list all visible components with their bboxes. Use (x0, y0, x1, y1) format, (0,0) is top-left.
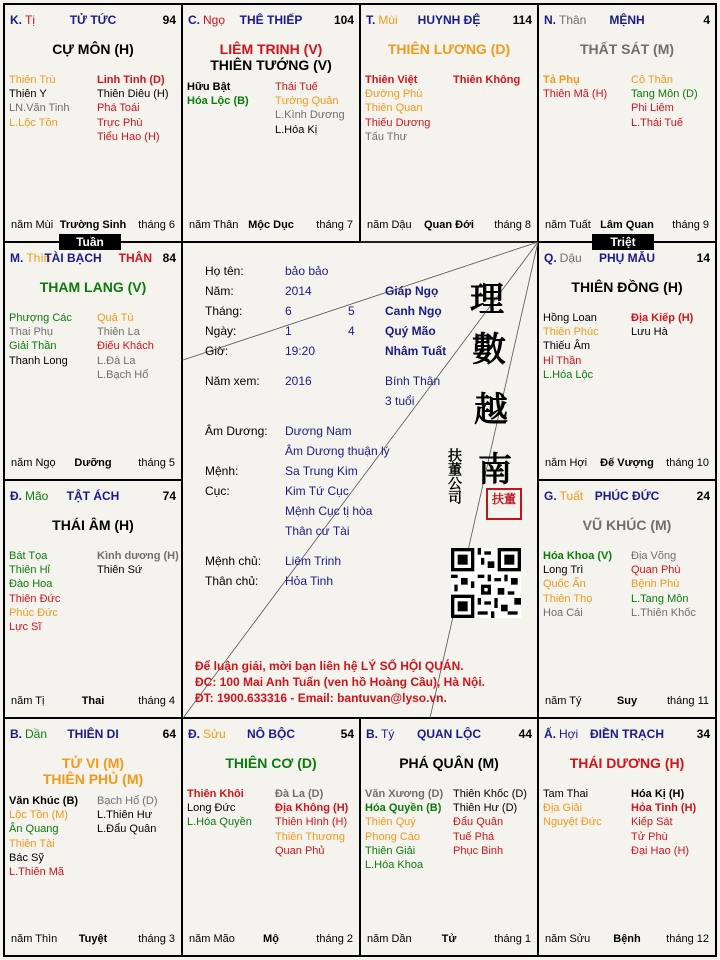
menh-chu-value: Liêm Trinh (285, 554, 342, 568)
life-stage: Lâm Quan (600, 219, 654, 231)
minor-star: Thiên Đức (9, 592, 61, 605)
minor-star: Đà La (D) (275, 788, 324, 800)
life-stage: Bệnh (613, 933, 641, 945)
minor-star: Thiên Tài (9, 837, 55, 850)
main-star: THIÊN ĐỒNG (H) (571, 279, 683, 295)
minor-star: Lực Sĩ (9, 621, 42, 634)
minor-star: L.Hóa Lộc (543, 368, 594, 381)
decade-year: năm Mùi (11, 219, 54, 231)
minor-star: Thiên Không (453, 74, 521, 86)
minor-star: Đẩu Quân (453, 816, 504, 829)
minor-star: Lộc Tồn (M) (9, 809, 69, 822)
minor-star: Giải Thần (9, 340, 57, 353)
palace-name: TỬ TỨC (69, 13, 117, 27)
month-label: tháng 3 (138, 933, 175, 945)
minor-star: L.Hóa Khoa (365, 859, 424, 872)
ngay-can-chi: Quý Mão (385, 324, 436, 338)
branch-name: Tị (25, 13, 35, 27)
thang-value: 6 (285, 304, 292, 318)
decade-year: năm Thân (189, 219, 239, 231)
minor-star: Văn Xương (D) (365, 788, 444, 800)
minor-star: Văn Khúc (B) (9, 795, 79, 807)
minor-star: Thiên Quý (365, 816, 416, 829)
month-label: tháng 6 (138, 219, 175, 231)
minor-star: Hỏa Tinh (H) (631, 802, 697, 815)
minor-star: Thiên Hình (H) (275, 816, 348, 829)
heavenly-stem: M. (10, 251, 24, 265)
branch-name: Mùi (378, 13, 398, 27)
palace-number: 4 (703, 13, 710, 27)
tuan-badge: Tuần (59, 234, 121, 250)
minor-star: Phi Liêm (631, 102, 674, 115)
life-stage: Tuyệt (78, 933, 108, 945)
branch-name: Mão (25, 489, 49, 503)
minor-star: Kiếp Sát (631, 816, 673, 829)
palace-number: 94 (162, 13, 176, 27)
minor-star: Ân Quang (9, 823, 59, 836)
decade-year: năm Thìn (11, 933, 58, 945)
decade-year: năm Mão (189, 933, 235, 945)
minor-star: Thiên Khôi (187, 788, 244, 800)
menh-chu-label: Mệnh chủ: (205, 554, 262, 568)
minor-star: Thiên Phúc (543, 326, 599, 339)
minor-star: Tuế Phá (453, 830, 495, 843)
palace-name: THIÊN DI (67, 727, 119, 741)
minor-star: Đại Hao (H) (631, 844, 690, 857)
life-stage: Suy (616, 695, 638, 707)
branch-name: Ngọ (203, 13, 226, 27)
minor-star: Địa Kiếp (H) (631, 312, 694, 324)
main-star: THIÊN LƯƠNG (D) (387, 41, 511, 57)
month-label: tháng 10 (666, 457, 709, 469)
nam-xem-label: Năm xem: (205, 374, 260, 388)
thang-can-chi: Canh Ngọ (385, 304, 442, 318)
minor-star: Thiên Diêu (H) (97, 88, 169, 101)
month-label: tháng 5 (138, 457, 175, 469)
month-label: tháng 9 (672, 219, 709, 231)
minor-star: L.Tang Môn (631, 592, 689, 605)
heavenly-stem: Đ. (10, 489, 22, 503)
palace-number: 44 (518, 727, 532, 741)
minor-star: Đào Hoa (9, 578, 53, 591)
decade-year: năm Dậu (367, 219, 412, 231)
am-duong-value: Dương Nam (285, 424, 352, 438)
gio-label: Giờ: (205, 344, 229, 358)
palace-name: ĐIỀN TRẠCH (590, 727, 664, 741)
minor-star: Địa Võng (631, 550, 677, 562)
red-seal-stamp: 扶董 (486, 488, 522, 520)
minor-star: Thiên Hỉ (9, 564, 50, 577)
cuc-value: Kim Tứ Cục (285, 484, 349, 498)
cuc-value-2: Mệnh Cục tị hòa (285, 504, 373, 518)
calligraphy-char-1: 理 (470, 280, 504, 320)
than-marker: THÂN (118, 251, 152, 265)
minor-star: Bát Tọa (9, 550, 48, 562)
life-stage: Thai (81, 695, 105, 707)
month-label: tháng 8 (494, 219, 531, 231)
minor-star: Phượng Các (9, 312, 72, 324)
palace-number: 74 (162, 489, 176, 503)
contact-phone-email: ĐT: 1900.633316 - Email: bantuvan@lyso.vn. (195, 691, 447, 705)
life-stage: Mộc Dục (248, 219, 294, 231)
minor-star: L.Thiên Mã (9, 866, 65, 879)
palace-name: TẬT ÁCH (66, 489, 120, 503)
branch-name: Thìn (26, 251, 51, 265)
heavenly-stem: Đ. (188, 727, 200, 741)
minor-star: Thiên Mã (H) (543, 88, 608, 101)
branch-name: Tuất (559, 489, 584, 503)
minor-star: Nguyệt Đức (543, 816, 602, 829)
decade-year: năm Ngọ (11, 457, 56, 469)
month-label: tháng 7 (316, 219, 353, 231)
minor-star: Hữu Bật (187, 81, 231, 93)
nam-can-chi: Giáp Ngọ (385, 284, 439, 298)
minor-star: Lưu Hà (631, 326, 668, 339)
minor-star: Kình dương (H) (97, 550, 179, 562)
minor-star: Hóa Khoa (V) (543, 550, 613, 562)
month-label: tháng 1 (494, 933, 531, 945)
heavenly-stem: B. (10, 727, 22, 741)
ngay-label: Ngày: (205, 324, 237, 338)
cuc-label: Cục: (205, 484, 230, 498)
minor-star: Đường Phù (365, 88, 423, 101)
calligraphy-small: 扶董公司 (446, 448, 462, 504)
main-star: LIÊM TRINH (V) (219, 41, 323, 57)
minor-star: Quả Tú (97, 312, 134, 324)
heavenly-stem: Ấ. (544, 727, 556, 741)
minor-star: Thanh Long (9, 354, 68, 367)
decade-year: năm Tuất (545, 219, 591, 231)
minor-star: Thiên Y (9, 88, 47, 101)
decade-year: năm Tý (545, 695, 582, 707)
life-stage: Quan Đới (424, 219, 474, 231)
minor-star: Quan Phù (631, 564, 681, 577)
minor-star: Thái Tuế (275, 81, 318, 93)
minor-star: Bệnh Phù (631, 578, 680, 591)
life-stage: Trường Sinh (59, 219, 127, 231)
minor-star: L.Bạch Hổ (97, 368, 149, 381)
month-label: tháng 2 (316, 933, 353, 945)
main-star: THIÊN TƯỚNG (V) (210, 57, 332, 73)
main-star: THÁI DƯƠNG (H) (569, 755, 685, 771)
branch-name: Sửu (203, 727, 226, 741)
palace-number: 104 (333, 13, 354, 27)
main-star: THẤT SÁT (M) (579, 41, 675, 57)
minor-star: Quan Phủ (275, 844, 325, 857)
branch-name: Dần (25, 727, 48, 741)
palace-name: PHÚC ĐỨC (594, 489, 660, 503)
main-star: PHÁ QUÂN (M) (399, 755, 499, 771)
palace-name: THÊ THIẾP (239, 13, 303, 27)
minor-star: L.Kình Dương (275, 109, 345, 122)
minor-star: L.Thiên Khốc (631, 606, 696, 619)
palace-name: QUAN LỘC (417, 727, 481, 741)
minor-star: Hóa Lộc (B) (187, 95, 249, 108)
minor-star: Hóa Quyền (B) (365, 802, 442, 815)
palace-number: 64 (162, 727, 176, 741)
ngay-value: 1 (285, 324, 292, 338)
main-star: THIÊN CƠ (D) (225, 755, 317, 771)
minor-star: Long Trì (543, 564, 584, 577)
decade-year: năm Sửu (545, 933, 591, 945)
gio-can-chi: Nhâm Tuất (385, 344, 447, 358)
qr-code-image (451, 548, 521, 618)
menh-label: Mệnh: (205, 464, 239, 478)
nam-xem-value: 2016 (285, 374, 312, 388)
main-star: THAM LANG (V) (39, 279, 147, 295)
main-star: CỰ MÔN (H) (52, 41, 134, 57)
heavenly-stem: N. (544, 13, 556, 27)
palace-name: HUYNH ĐỆ (417, 13, 481, 27)
ho-ten-label: Họ tên: (205, 264, 244, 278)
minor-star: L.Thái Tuế (631, 116, 683, 129)
minor-star: Địa Giải (543, 802, 583, 815)
palace-number: 114 (512, 13, 532, 27)
minor-star: Bác Sỹ (9, 851, 44, 864)
month-label: tháng 12 (666, 933, 709, 945)
heavenly-stem: G. (544, 489, 557, 503)
heavenly-stem: B. (366, 727, 378, 741)
menh-value: Sa Trung Kim (285, 464, 358, 478)
minor-star: Phục Binh (453, 844, 504, 857)
minor-star: Hồng Loan (543, 312, 597, 324)
minor-star: Phong Cáo (365, 830, 421, 843)
month-label: tháng 11 (666, 695, 709, 707)
minor-star: Phá Toái (97, 102, 140, 115)
minor-star: Thiên La (97, 326, 140, 339)
contact-line-1: Để luận giải, mời bạn liên hệ LÝ SỐ HỘI QUÁN. (195, 659, 464, 673)
minor-star: Trực Phù (97, 116, 143, 129)
contact-address: ĐC: 100 Mai Anh Tuấn (ven hồ Hoàng Cầu), Hà Nội. (195, 675, 486, 689)
minor-star: L.Lộc Tồn (9, 116, 58, 129)
life-stage: Tử (441, 933, 457, 945)
calligraphy-char-3: 越 (474, 390, 508, 430)
heavenly-stem: C. (188, 13, 200, 27)
minor-star: Thiên Quan (365, 102, 423, 115)
nam-xem-can-chi: Bính Thân (385, 374, 441, 388)
thang-label: Tháng: (205, 304, 243, 318)
minor-star: L.Thiên Hư (97, 809, 153, 822)
minor-star: Thiên Sứ (97, 564, 143, 577)
minor-star: L.Đà La (97, 354, 136, 367)
minor-star: Hóa Kị (H) (631, 788, 685, 800)
nam-label: Năm: (205, 284, 234, 298)
branch-name: Tý (381, 727, 395, 741)
minor-star: Tử Phù (631, 830, 668, 843)
minor-star: LN.Văn Tinh (9, 102, 70, 115)
minor-star: Hỉ Thần (543, 354, 582, 367)
minor-star: Long Đức (187, 802, 236, 815)
minor-star: Thiếu Dương (365, 116, 431, 129)
minor-star: Thiên Thương (275, 830, 346, 843)
heavenly-stem: K. (10, 13, 22, 27)
minor-star: Phúc Đức (9, 606, 58, 619)
minor-star: L.Đẩu Quân (97, 823, 157, 836)
minor-star: Thiên Hư (D) (453, 802, 518, 815)
minor-star: Quốc Ấn (543, 578, 586, 591)
palace-number: 24 (696, 489, 710, 503)
branch-name: Hợi (559, 727, 579, 741)
minor-star: Điếu Khách (97, 340, 154, 353)
palace-number: 14 (696, 251, 710, 265)
minor-star: Thiếu Âm (543, 340, 591, 353)
minor-star: Thiên Thọ (543, 592, 593, 605)
tuoi-value: 3 tuổi (385, 394, 415, 408)
than-chu-label: Thân chủ: (205, 574, 259, 588)
main-star: VŨ KHÚC (M) (582, 517, 672, 533)
triet-badge: Triệt (592, 234, 654, 250)
minor-star: Thiên Khốc (D) (453, 788, 527, 800)
palace-name: TÀI BẠCH (44, 251, 102, 265)
month-label: tháng 4 (138, 695, 175, 707)
heavenly-stem: Q. (544, 251, 557, 265)
decade-year: năm Dần (367, 933, 412, 945)
minor-star: Linh Tinh (D) (97, 74, 165, 86)
main-star: THÁI ÂM (H) (52, 517, 134, 533)
minor-star: Thai Phụ (9, 326, 54, 339)
minor-star: Tướng Quân (275, 95, 339, 108)
branch-name: Thân (559, 13, 587, 27)
nam-value: 2014 (285, 284, 312, 298)
minor-star: Cô Thần (631, 74, 673, 86)
minor-star: Bạch Hổ (D) (97, 795, 158, 807)
minor-star: Tấu Thư (365, 130, 408, 143)
minor-star: Tang Môn (D) (631, 88, 698, 101)
calligraphy-char-2: 數 (472, 330, 506, 370)
ngay-am: 4 (348, 324, 355, 338)
am-duong-value-2: Âm Dương thuận lý (285, 444, 390, 458)
palace-number: 54 (340, 727, 354, 741)
palace-name: NÔ BỘC (247, 727, 295, 741)
minor-star: Tả Phụ (543, 74, 580, 86)
minor-star: Thiên Giải (365, 844, 416, 857)
calligraphy-char-4: 南 (478, 450, 512, 490)
life-stage: Đế Vượng (600, 457, 654, 469)
palace-name: PHỤ MẪU (599, 251, 655, 265)
minor-star: Tiểu Hao (H) (97, 130, 160, 143)
minor-star: Thiên Trù (9, 74, 56, 86)
am-duong-label: Âm Dương: (205, 424, 268, 438)
cuc-value-3: Thân cư Tài (285, 524, 350, 538)
life-stage: Mộ (263, 933, 279, 945)
ho-ten-value: bảo bảo (285, 264, 329, 278)
palace-number: 84 (162, 251, 176, 265)
gio-value: 19:20 (285, 344, 316, 358)
than-chu-value: Hỏa Tinh (285, 574, 334, 588)
decade-year: năm Tị (11, 695, 45, 707)
main-star: THIÊN PHỦ (M) (42, 771, 144, 787)
minor-star: Địa Không (H) (275, 802, 349, 815)
life-stage: Dưỡng (74, 457, 112, 469)
heavenly-stem: T. (366, 13, 376, 27)
palace-name: MỆNH (609, 13, 645, 27)
minor-star: Thiên Việt (365, 74, 418, 86)
branch-name: Dậu (559, 251, 582, 265)
minor-star: L.Hóa Kị (275, 123, 318, 136)
minor-star: Tam Thai (543, 788, 589, 800)
palace-number: 34 (696, 727, 710, 741)
thang-am: 5 (348, 304, 355, 318)
minor-star: L.Hóa Quyền (187, 816, 252, 829)
main-star: TỬ VI (M) (61, 755, 125, 771)
decade-year: năm Hợi (545, 457, 588, 469)
minor-star: Hoa Cái (543, 606, 583, 619)
